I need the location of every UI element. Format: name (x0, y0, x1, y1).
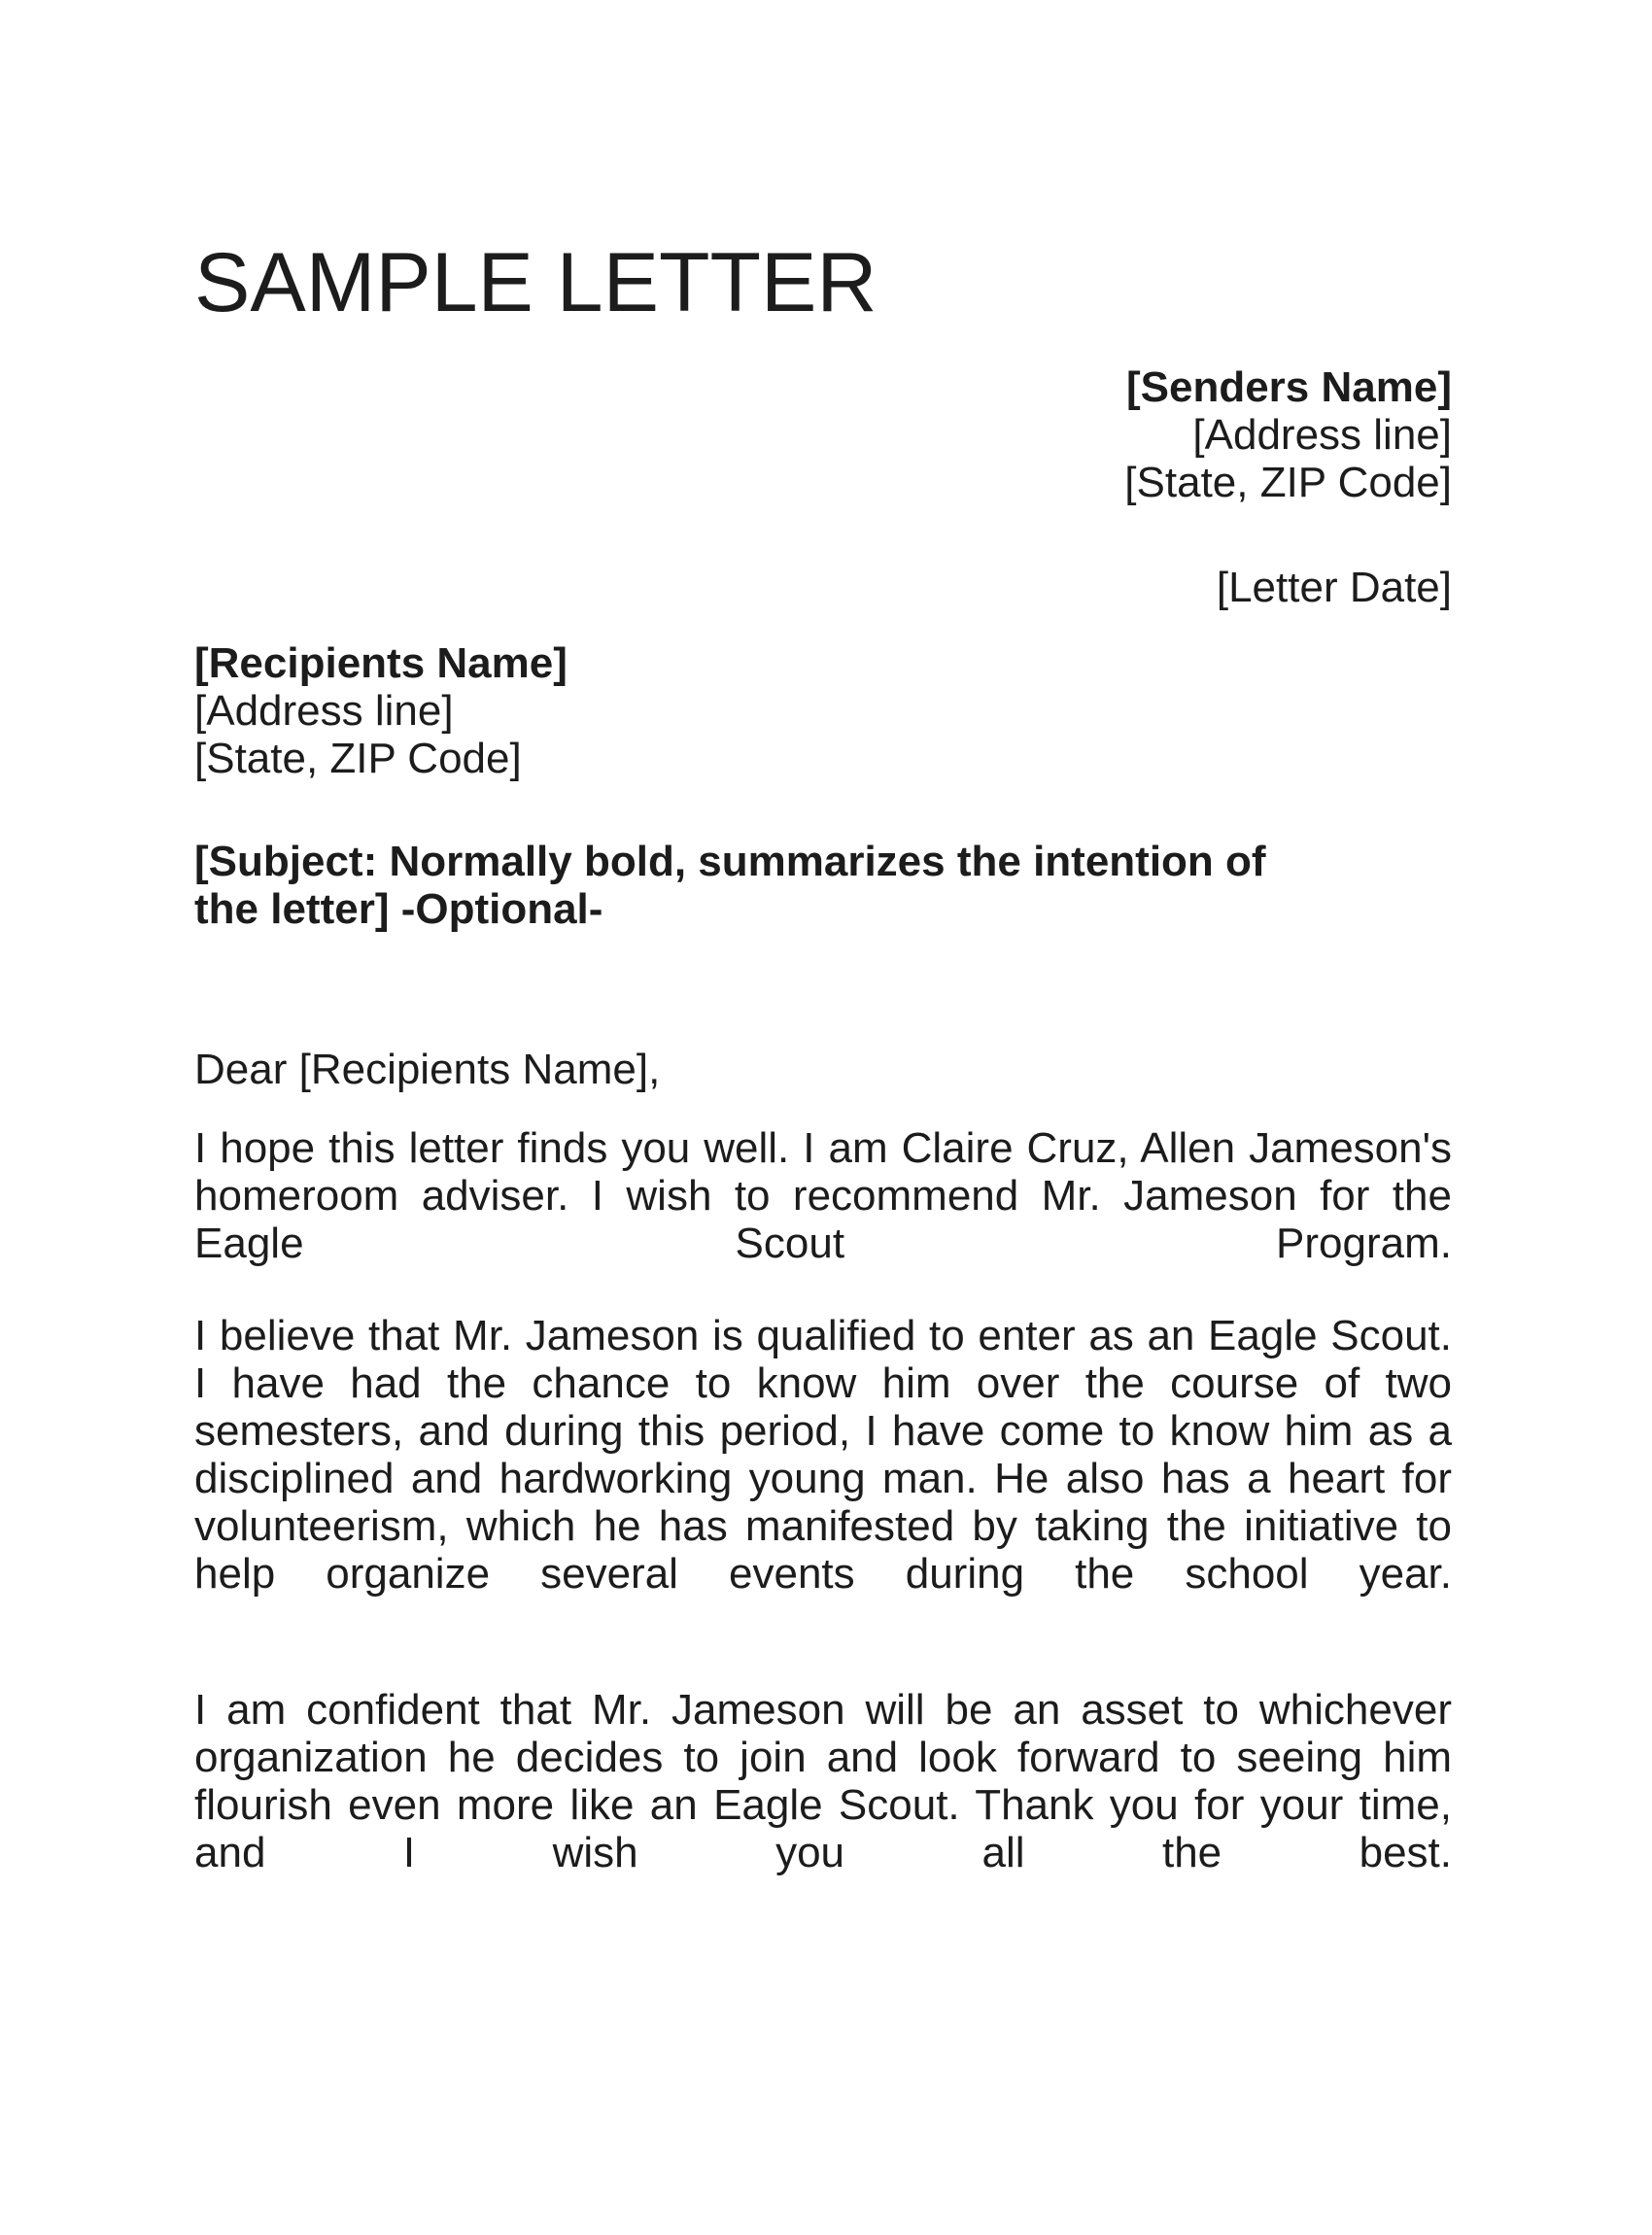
letter-date: [Letter Date] (1216, 564, 1452, 611)
salutation: Dear [Recipients Name], (194, 1046, 661, 1093)
subject-line-2: the letter] -Optional- (194, 885, 603, 933)
body-paragraph-2: I believe that Mr. Jameson is qualified to enter as an Eagle Scout. I have had the chance to know him over the course of two semesters, and during this period, I have come to know him as a disciplined and hardworking young man. He also has a heart for volunteerism, which he has manifested by taking the initiative to help organize several events during the school year. (194, 1312, 1452, 1598)
letter-title: SAMPLE LETTER (194, 236, 878, 329)
subject-line (194, 838, 1458, 933)
recipient-name: [Recipients Name] (194, 639, 568, 687)
body-paragraph-3: I am confident that Mr. Jameson will be an asset to whichever organization he decides to join and look forward to seeing him flourish even more like an Eagle Scout. Thank you for your time, and I wish you all the best. (194, 1686, 1452, 1876)
recipient-address-line: [Address line] (194, 687, 454, 735)
recipient-block (194, 639, 568, 782)
sender-block (1124, 363, 1452, 506)
sender-name: [Senders Name] (1125, 363, 1452, 411)
body-paragraph-1: I hope this letter finds you well. I am Claire Cruz, Allen Jameson's homeroom adviser. I wish to recommend Mr. Jameson for the Eagle Scout Program. (194, 1124, 1452, 1267)
recipient-state-zip: [State, ZIP Code] (194, 735, 522, 782)
subject-line-1: [Subject: Normally bold, summarizes the intention of (194, 838, 1266, 885)
sender-address-line: [Address line] (1192, 411, 1452, 459)
sender-state-zip: [State, ZIP Code] (1124, 459, 1452, 506)
